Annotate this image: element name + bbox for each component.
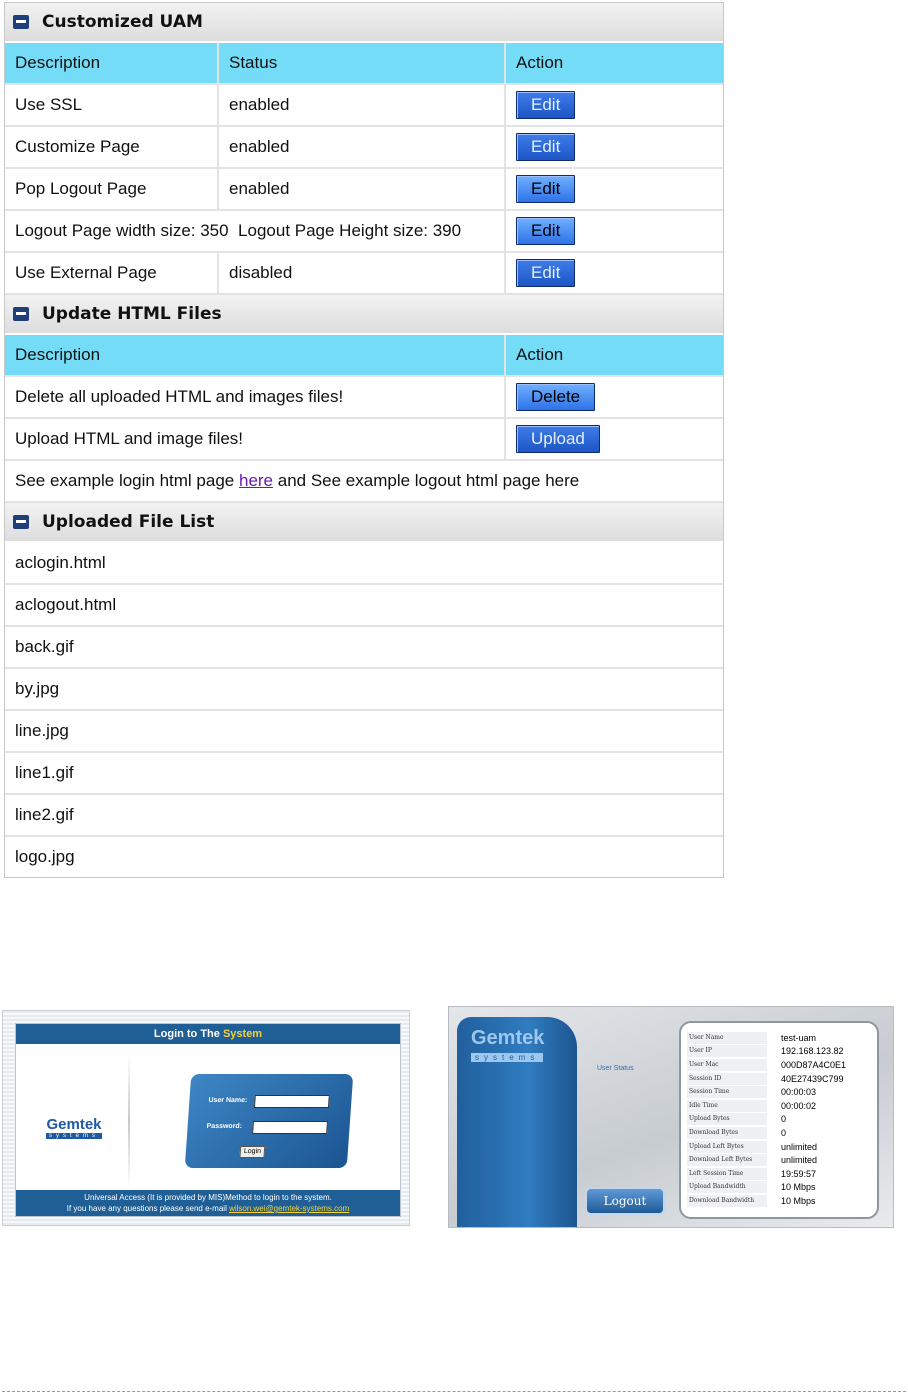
section-arrow-icon — [13, 515, 29, 529]
logo-text: Gemtek — [471, 1027, 545, 1049]
column-header-action: Action — [506, 43, 723, 83]
info-label: Left Session Time — [687, 1168, 767, 1180]
logout-button[interactable]: Logout — [585, 1187, 665, 1215]
info-row — [687, 1153, 871, 1167]
password-label: Password: — [206, 1123, 243, 1130]
example-pages-text — [5, 461, 723, 501]
row-description: Upload HTML and image files! — [5, 419, 506, 459]
table-row-pop-logout-page — [5, 169, 723, 211]
support-email-link[interactable]: wilson.wei@gemtek-systems.com — [229, 1204, 350, 1213]
info-label: User Mac — [687, 1059, 767, 1071]
logo-subtext: systems — [471, 1053, 543, 1062]
uam-settings-panel — [4, 2, 724, 878]
info-row — [687, 1045, 871, 1059]
info-row — [687, 1167, 871, 1181]
list-item — [5, 627, 723, 669]
info-row — [687, 1113, 871, 1127]
info-label: User Name — [687, 1032, 767, 1044]
username-input[interactable] — [254, 1095, 330, 1108]
edit-logout-page-size-button[interactable]: Edit — [516, 217, 575, 245]
info-row — [687, 1140, 871, 1154]
table-row-example-pages — [5, 461, 723, 503]
info-row — [687, 1031, 871, 1045]
list-item — [5, 837, 723, 877]
row-action — [506, 253, 723, 293]
section-arrow-icon — [13, 307, 29, 321]
edit-use-ssl-button[interactable]: Edit — [516, 91, 575, 119]
row-description: Logout Page width size: 350 Logout Page Height size: 390 — [5, 211, 506, 251]
list-item — [5, 669, 723, 711]
example-login-link[interactable]: here — [238, 471, 274, 490]
edit-customize-page-button[interactable]: Edit — [516, 133, 575, 161]
row-status: disabled — [219, 253, 506, 293]
section-header-customized-uam — [5, 3, 723, 43]
footer-line-2 — [16, 1203, 400, 1214]
file-name: aclogin.html — [5, 543, 723, 583]
info-value: unlimited — [781, 1155, 818, 1166]
row-status: enabled — [219, 127, 506, 167]
user-info-panel — [679, 1021, 879, 1219]
row-description: Delete all uploaded HTML and images files! — [5, 377, 506, 417]
upload-files-button[interactable]: Upload — [516, 425, 600, 453]
info-value: 19:59:57 — [781, 1168, 817, 1179]
footer-line-1: Universal Access (It is provided by MIS)Method to login to the system. — [84, 1193, 332, 1202]
section-title: Customized UAM — [42, 12, 203, 32]
info-row — [687, 1085, 871, 1099]
delete-files-button[interactable]: Delete — [516, 383, 595, 411]
column-header-description: Description — [5, 335, 506, 375]
login-title-bar — [16, 1024, 400, 1044]
info-label: Idle Time — [687, 1100, 767, 1112]
info-row — [687, 1099, 871, 1113]
section-header-update-html-files — [5, 295, 723, 335]
username-label: User Name: — [208, 1097, 248, 1104]
row-status: enabled — [219, 169, 506, 209]
logo-text: Gemtek — [46, 1116, 102, 1133]
list-item — [5, 585, 723, 627]
info-value: 00:00:03 — [781, 1087, 817, 1098]
row-description: Customize Page — [5, 127, 219, 167]
file-name: aclogout.html — [5, 585, 723, 625]
section-arrow-icon — [13, 15, 29, 29]
info-label: Session ID — [687, 1073, 767, 1085]
login-box — [15, 1023, 401, 1217]
info-row — [687, 1194, 871, 1208]
row-description: Use External Page — [5, 253, 219, 293]
info-label: Download Bandwidth — [687, 1195, 767, 1207]
row-action — [506, 211, 723, 251]
list-item — [5, 543, 723, 585]
logout-page-preview — [448, 1006, 894, 1228]
file-name: line1.gif — [5, 753, 723, 793]
login-page-preview — [2, 1010, 410, 1226]
info-value: test-uam — [781, 1032, 817, 1043]
info-row — [687, 1072, 871, 1086]
table-row-use-ssl — [5, 85, 723, 127]
info-label: Upload Left Bytes — [687, 1141, 767, 1153]
login-footer — [16, 1190, 400, 1216]
row-action — [506, 127, 723, 167]
info-value: 40E27439C799 — [781, 1073, 844, 1084]
info-value: 0 — [781, 1114, 787, 1125]
page-divider — [2, 1391, 906, 1392]
info-label: Download Left Bytes — [687, 1154, 767, 1166]
info-row — [687, 1181, 871, 1195]
info-label: Upload Bytes — [687, 1113, 767, 1125]
info-value: 00:00:02 — [781, 1100, 817, 1111]
info-label: Session Time — [687, 1086, 767, 1098]
footer-line-2-text: If you have any questions please send e-mail — [66, 1204, 230, 1213]
row-action — [506, 377, 723, 417]
login-title-highlight: System — [222, 1028, 263, 1040]
list-item — [5, 795, 723, 837]
table-row-delete-files — [5, 377, 723, 419]
divider — [128, 1054, 130, 1189]
column-header-action: Action — [506, 335, 723, 375]
info-value: 192.168.123.82 — [781, 1046, 844, 1057]
section-header-uploaded-file-list — [5, 503, 723, 543]
section-title: Uploaded File List — [42, 512, 215, 532]
row-action — [506, 169, 723, 209]
table-header-row — [5, 335, 723, 377]
table-row-logout-page-size — [5, 211, 723, 253]
info-label: User IP — [687, 1045, 767, 1057]
table-row-customize-page — [5, 127, 723, 169]
file-name: back.gif — [5, 627, 723, 667]
example-text-prefix: See example login html page — [15, 471, 239, 490]
row-action — [506, 85, 723, 125]
file-name: by.jpg — [5, 669, 723, 709]
login-title: Login to The — [153, 1028, 223, 1040]
info-row — [687, 1058, 871, 1072]
row-status: enabled — [219, 85, 506, 125]
row-description: Pop Logout Page — [5, 169, 219, 209]
edit-use-external-page-button[interactable]: Edit — [516, 259, 575, 287]
gemtek-logo — [46, 1116, 102, 1139]
section-title: Update HTML Files — [42, 304, 222, 324]
info-value: 000D87A4C0E1 — [781, 1059, 847, 1070]
list-item — [5, 711, 723, 753]
brand-pillar — [457, 1017, 577, 1228]
user-status-label: User Status — [597, 1065, 634, 1072]
info-value: 10 Mbps — [781, 1195, 816, 1206]
example-text-suffix: and See example logout html page here — [273, 471, 580, 490]
info-row — [687, 1126, 871, 1140]
edit-pop-logout-page-button[interactable]: Edit — [516, 175, 575, 203]
logo-subtext: systems — [46, 1133, 102, 1139]
info-label: Upload Bandwidth — [687, 1181, 767, 1193]
info-value: unlimited — [781, 1141, 818, 1152]
info-value: 0 — [781, 1127, 787, 1138]
login-form — [185, 1074, 354, 1168]
file-name: logo.jpg — [5, 837, 723, 877]
info-value: 10 Mbps — [781, 1182, 816, 1193]
file-name: line2.gif — [5, 795, 723, 835]
table-row-use-external-page — [5, 253, 723, 295]
row-action — [506, 419, 723, 459]
file-name: line.jpg — [5, 711, 723, 751]
login-button[interactable]: Login — [239, 1146, 265, 1158]
table-row-upload-files — [5, 419, 723, 461]
list-item — [5, 753, 723, 795]
password-input[interactable] — [252, 1121, 328, 1134]
table-header-row — [5, 43, 723, 85]
column-header-status: Status — [219, 43, 506, 83]
info-label: Download Bytes — [687, 1127, 767, 1139]
row-description: Use SSL — [5, 85, 219, 125]
column-header-description: Description — [5, 43, 219, 83]
